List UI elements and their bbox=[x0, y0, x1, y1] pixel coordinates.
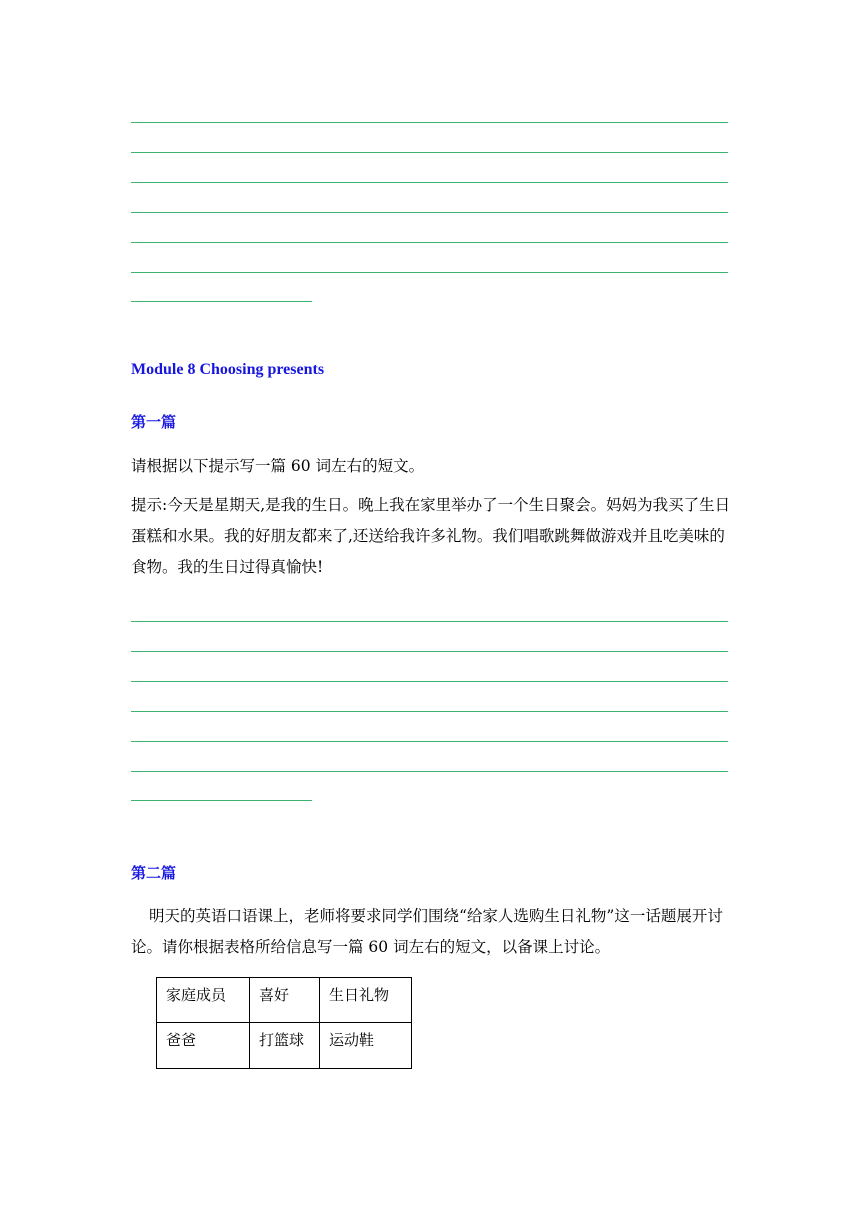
table-header-cell: 喜好 bbox=[250, 978, 320, 1023]
section2-instruction: 明天的英语口语课上，老师将要求同学们围绕“给家人选购生日礼物”这一话题展开讨论。请你根据表格所给信息写一篇 60 词左右的短文，以备课上讨论。 bbox=[131, 907, 723, 956]
writing-line bbox=[131, 301, 312, 302]
writing-line bbox=[131, 771, 728, 772]
table-header-cell: 生日礼物 bbox=[320, 978, 412, 1023]
section1-heading: 第一篇 bbox=[131, 413, 177, 431]
table-row bbox=[157, 1023, 412, 1069]
writing-line bbox=[131, 651, 728, 652]
section1-hint: 提示:今天是星期天,是我的生日。晚上我在家里举办了一个生日聚会。妈妈为我买了生日蛋糕和水果。我的好朋友都来了,还送给我许多礼物。我们唱歌跳舞做游戏并且吃美味的食物。我的生日过得真愉快! bbox=[131, 496, 731, 576]
writing-line bbox=[131, 621, 728, 622]
section2-heading: 第二篇 bbox=[131, 864, 177, 882]
section1-instruction: 请根据以下提示写一篇 60 词左右的短文。 bbox=[131, 457, 425, 475]
writing-line bbox=[131, 681, 728, 682]
table-header-row bbox=[157, 978, 412, 1023]
writing-line bbox=[131, 741, 728, 742]
writing-line bbox=[131, 122, 728, 123]
writing-line bbox=[131, 212, 728, 213]
table-header-cell: 家庭成员 bbox=[157, 978, 250, 1023]
info-table bbox=[156, 977, 412, 1069]
writing-line bbox=[131, 182, 728, 183]
table-cell: 爸爸 bbox=[157, 1023, 250, 1069]
writing-line bbox=[131, 152, 728, 153]
writing-line bbox=[131, 711, 728, 712]
table-cell: 打篮球 bbox=[250, 1023, 320, 1069]
writing-line bbox=[131, 800, 312, 801]
table-cell: 运动鞋 bbox=[320, 1023, 412, 1069]
module-title: Module 8 Choosing presents bbox=[131, 361, 325, 378]
writing-line bbox=[131, 272, 728, 273]
writing-line bbox=[131, 242, 728, 243]
